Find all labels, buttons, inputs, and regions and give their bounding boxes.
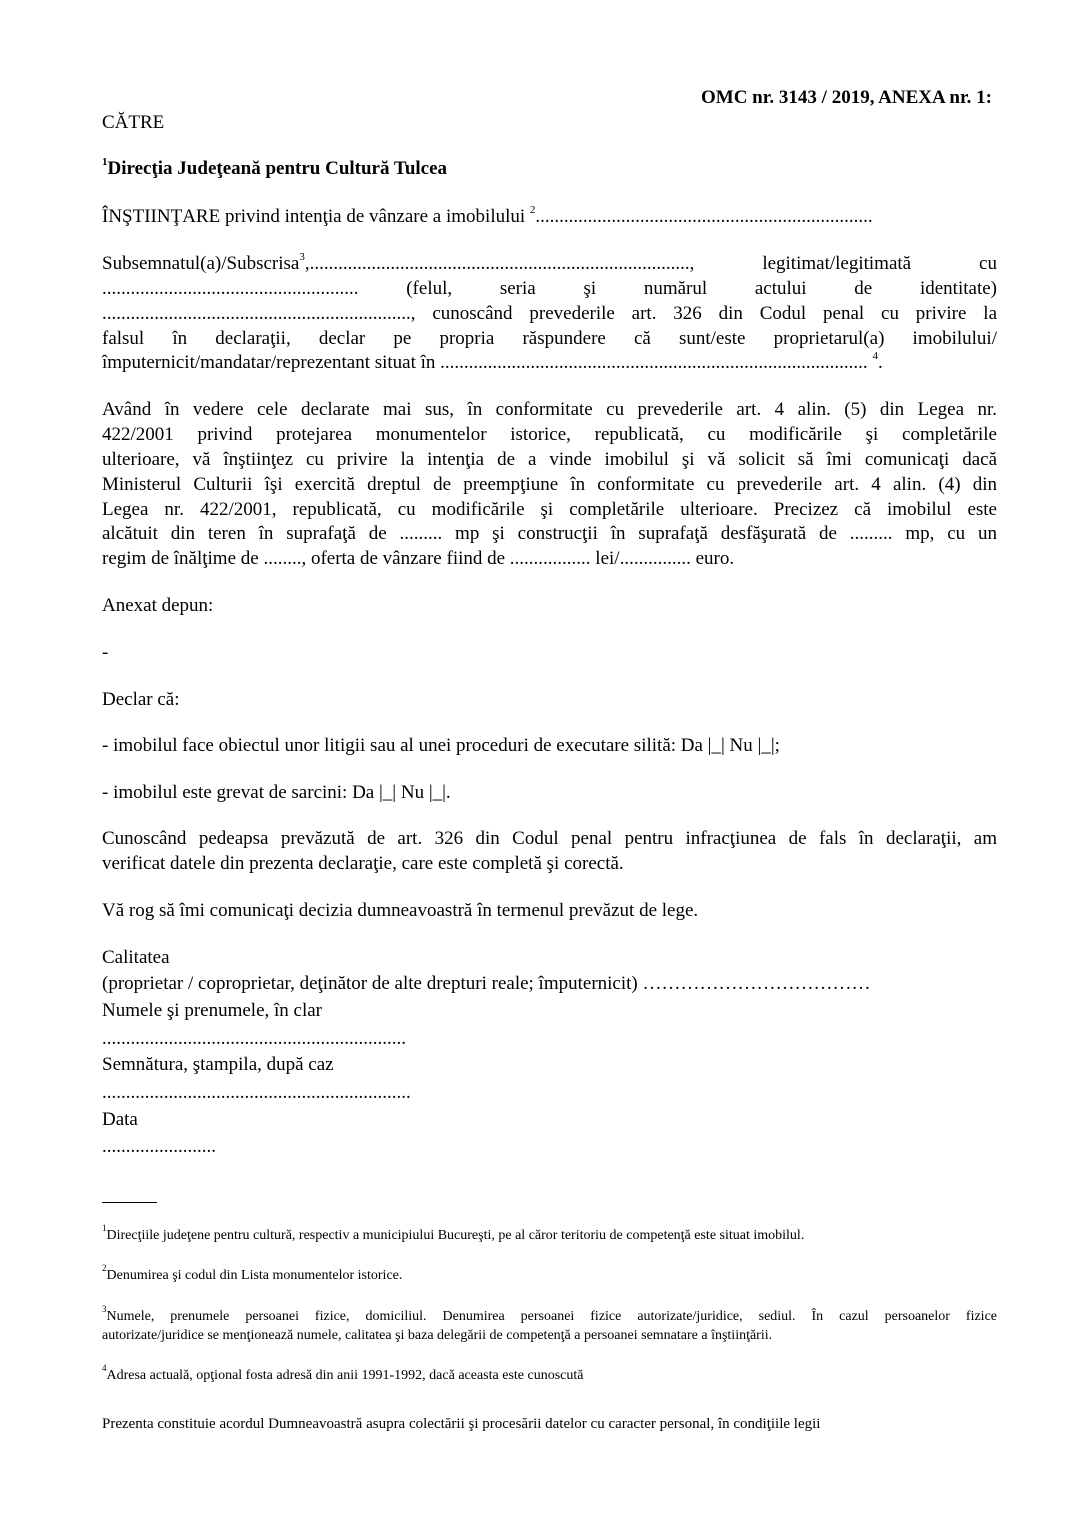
name-label: Numele şi prenumele, în clar [102,1000,323,1021]
footnote-4 [102,1363,997,1385]
decision-request: Vă rog să îmi comunicaţi decizia dumneavoastră în termenul prevăzut de lege. [102,900,699,921]
sale-line: ulterioare, vă înştiinţez cu privire la intenţia de a vinde imobilul şi vă solicit să îmi comunicaţi dacă [102,449,997,470]
notice-title-text: ÎNŞTIINŢARE privind intenţia de vânzare a imobilului [102,206,530,227]
addressee-to: CĂTRE [102,112,165,133]
institution-name: Direcţia Judeţeană pentru Cultură Tulcea [107,158,448,179]
identity-line-5-end: . [877,352,883,373]
notice-title-dots: ....................................................................... [535,206,873,227]
penalty-line-1: Cunoscând pedeapsa prevăzută de art. 326 din Codul penal pentru infracţiunea de fals în declaraţii, am [102,828,997,849]
annex-item: - [102,642,109,663]
quality-options: (proprietar / coproprietar, deţinător de alte drepturi reale; împuternicit) ……………………………… [102,973,871,994]
footnote-2-text: Denumirea şi codul din Lista monumentelor istorice. [106,1268,403,1283]
sale-line: Având în vedere cele declarate mai sus, în conformitate cu prevederile art. 4 alin. (5) din Legea nr. [102,399,997,420]
document-reference: OMC nr. 3143 / 2019, ANEXA nr. 1: [700,87,992,108]
sale-line: alcătuit din teren în suprafaţă de ......... mp şi construcţii în suprafaţă desfăşurată de ......... mp, cu un [102,523,997,544]
footnote-3-text: Numele, prenumele persoanei fizice, domiciliul. Denumirea persoanei fizice autorizate/juridice, sediul. În cazul persoanelor fizice [106,1309,997,1324]
identity-line-5-text: împuternicit/mandatar/reprezentant situat în .......................................................................................... [102,352,873,373]
addressee-institution [102,157,997,182]
identity-line-1b: ,................................................................................, legitimat/legitimată cu [304,253,997,274]
footnote-2-mark: 2 [102,1263,107,1274]
penalty-line-2: verificat datele din prezenta declaraţie, care este completă şi corectă. [102,853,624,874]
declaration-label: Declar că: [102,689,180,710]
footnote-3-mark: 3 [102,1304,107,1315]
date-label: Data [102,1109,138,1130]
footnote-mark-3: 3 [299,250,305,263]
sale-line: regim de înălţime de ........, oferta de vânzare fiind de ................. lei/............... euro. [102,548,735,569]
footnote-mark-2: 2 [529,203,536,216]
sale-line: Legea nr. 422/2001, republicată, cu modificările şi completările ulterioare. Precizez că imobilul este [102,499,997,520]
declaration-encumbrance: - imobilul este grevat de sarcini: Da |_| Nu |_|. [102,782,451,803]
quality-label: Calitatea [102,947,170,968]
footnote-separator [102,1202,157,1203]
consent-statement: Prezenta constituie acordul Dumneavoastră asupra colectării şi procesării datelor cu caracter personal, în condiţiile legii [102,1416,821,1432]
sale-line: Ministerul Culturii îşi exercită dreptul de preempţiune în conformitate cu prevederile art. 4 alin. (4) din [102,474,997,495]
name-dots: ................................................................ [102,1028,406,1049]
footnote-1 [102,1223,997,1245]
footnote-4-mark: 4 [102,1363,107,1374]
sale-line: 422/2001 privind protejarea monumentelor istorice, republicată, cu modificările şi completările [102,424,997,445]
identity-line-4: falsul în declaraţii, declar pe propria răspundere că sunt/este proprietarul(a) imobilului/ [102,328,997,349]
annex-label: Anexat depun: [102,595,214,616]
identity-line-2: ...................................................... (felul, seria şi numărul actului de identitate) [102,278,997,299]
footnote-1-text: Direcţiile judeţene pentru cultură, respectiv a municipiului Bucureşti, pe al căror teritoriu de competenţă este situat imobilul. [106,1228,805,1243]
identity-line-1a: Subsemnatul(a)/Subscrisa [102,253,300,274]
footnote-mark-4: 4 [872,349,878,362]
notice-title [102,205,997,230]
identity-line-3: ................................................................., cunoscând prevederile art. 326 din Codul penal cu privire la [102,303,997,324]
identity-line-5 [102,351,997,376]
footnote-2 [102,1263,997,1285]
footnote-mark-1: 1 [102,155,108,168]
footnote-4-text: Adresa actuală, opţional fosta adresă din anii 1991-1992, dacă aceasta este cunoscută [106,1368,584,1383]
footnote-1-mark: 1 [102,1223,107,1234]
signature-dots: ................................................................. [102,1082,411,1103]
identity-line-1 [102,252,997,277]
date-dots: ........................ [102,1136,216,1157]
footnote-3-continued: autorizate/juridice se menţionează numele, calitatea şi baza delegării de competenţă a persoanei semnatare a înştiinţării. [102,1328,773,1343]
signature-label: Semnătura, ştampila, după caz [102,1054,334,1075]
declaration-litigation: - imobilul face obiectul unor litigii sau al unei proceduri de executare silită: Da |_| Nu |_|; [102,735,780,756]
footnote-3 [102,1304,997,1326]
